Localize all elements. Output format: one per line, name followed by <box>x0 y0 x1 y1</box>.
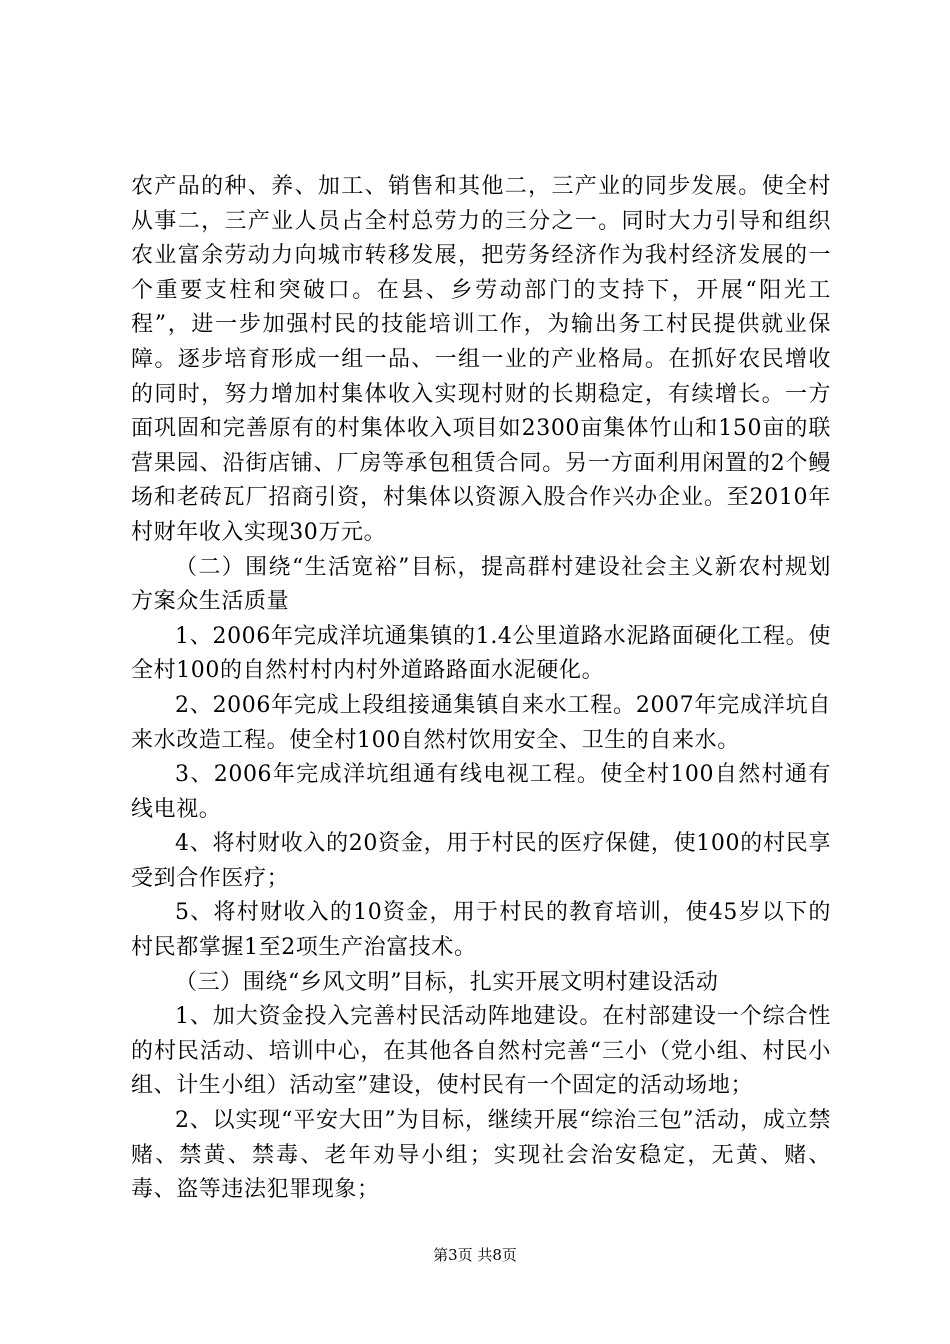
page-footer <box>0 1245 950 1265</box>
list-item-2-4: 4、将村财收入的20资金，用于村民的医疗保健，使100的村民享受到合作医疗； <box>131 831 831 891</box>
list-item-2-1: 1、2006年完成洋坑通集镇的1.4公里道路水泥路面硬化工程。使全村100的自然村村内村外道路路面水泥硬化。 <box>131 623 831 684</box>
list-item-2-5: 5、将村财收入的10资金，用于村民的教育培训，使45岁以下的村民都掌握1至2项生产治富技术。 <box>131 900 831 961</box>
section-heading-2: （二）围绕“生活宽裕”目标，提高群村建设社会主义新农村规划方案众生活质量 <box>131 554 831 615</box>
section-heading-3: （三）围绕“乡风文明”目标，扎实开展文明村建设活动 <box>175 969 719 995</box>
document-body <box>131 170 831 1208</box>
page-number: 第3页 共8页 <box>433 1246 517 1264</box>
list-item-2-3: 3、2006年完成洋坑组通有线电视工程。使全村100自然村通有线电视。 <box>131 762 831 822</box>
list-item-3-1: 1、加大资金投入完善村民活动阵地建设。在村部建设一个综合性的村民活动、培训中心，在其他各自然村完善“三小（党小组、村民小组、计生小组）活动室”建设，使村民有一个固定的活动场地； <box>131 1004 831 1099</box>
list-item-3-2: 2、以实现“平安大田”为目标，继续开展“综治三包”活动，成立禁赌、禁黄、禁毒、老年劝导小组；实现社会治安稳定，无黄、赌、毒、盗等违法犯罪现象； <box>131 1108 831 1203</box>
list-item-2-2: 2、2006年完成上段组接通集镇自来水工程。2007年完成洋坑自来水改造工程。使全村100自然村饮用安全、卫生的自来水。 <box>131 692 831 753</box>
paragraph-1: 农产品的种、养、加工、销售和其他二，三产业的同步发展。使全村从事二，三产业人员占全村总劳力的三分之一。同时大力引导和组织农业富余劳动力向城市转移发展，把劳务经济作为我村经济发展的一个重要支柱和突破口。在县、乡劳动部门的支持下，开展“阳光工程”，进一步加强村民的技能培训工作，为输出务工村民提供就业保障。逐步培育形成一组一品、一组一业的产业格局。在抓好农民增收的同时，努力增加村集体收入实现村财的长期稳定，有续增长。一方面巩固和完善原有的村集体收入项目如2300亩集体竹山和150亩的联营果园、沿街店铺、厂房等承包租赁合同。另一方面利用闲置的2个鳗场和老砖瓦厂招商引资，村集体以资源入股合作兴办企业。至2010年村财年收入实现30万元。 <box>131 174 831 545</box>
